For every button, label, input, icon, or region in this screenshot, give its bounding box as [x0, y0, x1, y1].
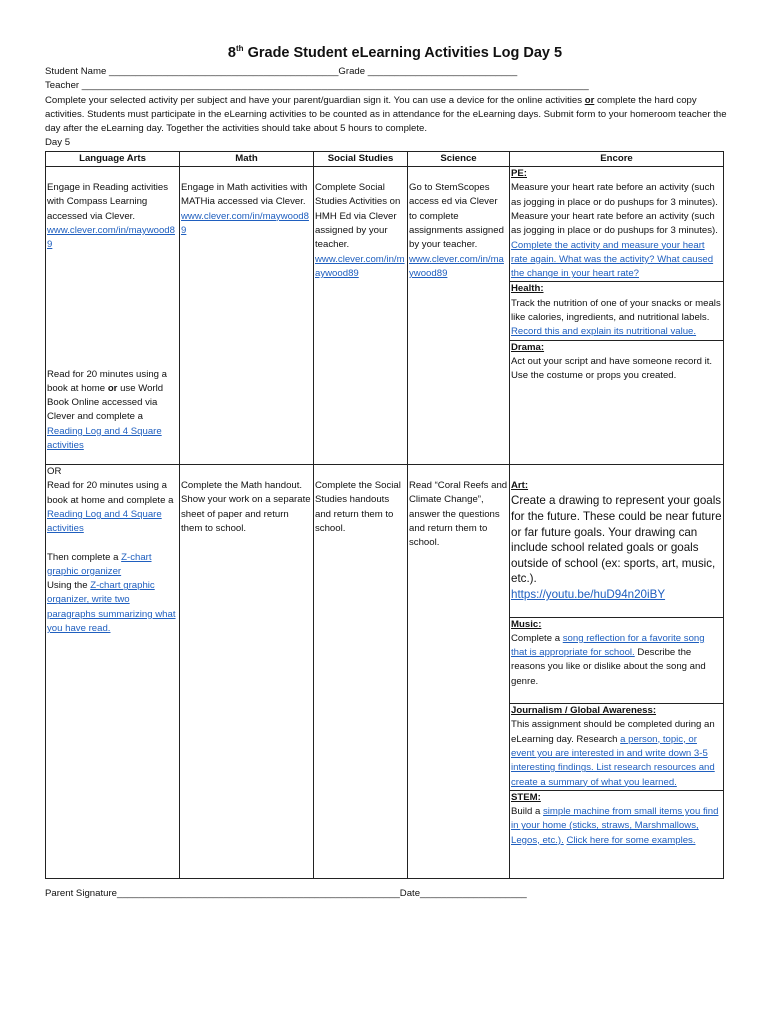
pe-text: Measure your heart rate before an activity (such as jogging in place or do pushups for 3 minutes). Measure your heart rate before an activity (such as jogging in place or do pushups for 3 minutes). Complete the activity and measure your heart rate again. What was the activity? What caused the change in your heart rate? [511, 182, 718, 280]
table-row-hardcopy [46, 465, 724, 879]
header-social-studies: Social Studies [314, 151, 408, 166]
art-text: Create a drawing to represent your goals for the future. These could be near future or far future goals. Your drawing can include school related goals or goals outside of school (ex: sports, art, music, etc.). [511, 494, 722, 586]
la-reading-log-link-2[interactable]: Reading Log and 4 Square activities [47, 508, 162, 535]
cell-ss-hardcopy [314, 465, 408, 879]
la-zchart-link-2[interactable]: Z-chart graphic organizer, write two paragraphs summarizing what you have read. [47, 580, 176, 635]
health-text: Track the nutrition of one of your snacks or meals like calories, ingredients, and nutritional labels. Record this and explain its nutritional value. [511, 297, 721, 338]
music-reflection-link[interactable]: song reflection for a favorite song that is appropriate for school. [511, 632, 705, 659]
cell-math-online [180, 167, 314, 465]
ss-clever-link[interactable]: www.clever.com/in/maywood89 [315, 253, 405, 279]
header-encore: Encore [510, 151, 724, 166]
journalism-label: Journalism / Global Awareness: [511, 705, 657, 717]
encore-journalism [509, 704, 724, 791]
pe-activity-link[interactable]: Complete the activity and measure your heart rate again. What was the activity? What caused the change in your heart rate? [511, 239, 714, 280]
encore-pe [509, 167, 724, 282]
sci-clever-link[interactable]: www.clever.com/in/maywood89 [409, 253, 504, 279]
cell-sci-online [408, 167, 510, 465]
health-label: Health: [511, 283, 544, 295]
health-record-link[interactable]: Record this and explain its nutritional value. [511, 326, 697, 338]
math-clever-link[interactable]: www.clever.com/in/maywood89 [181, 210, 309, 236]
header-language-arts: Language Arts [46, 151, 180, 166]
cell-math-hardcopy [180, 465, 314, 879]
cell-la-hardcopy [46, 465, 180, 879]
student-name-grade-line: Student Name ___________________________________________Grade ____________________________ [45, 66, 518, 77]
la-clever-text: Engage in Reading activities with Compass Learning accessed via Clever. [47, 182, 169, 222]
la-zchart-text: Then complete a Z-chart graphic organizer [47, 551, 152, 577]
cell-sci-hardcopy [408, 465, 510, 879]
music-label: Music: [511, 618, 542, 630]
journalism-research-link[interactable]: a person, topic, or event you are interested in and write down 3-5 interesting findings. List research resources and create a summary of what you learned. [511, 733, 715, 788]
cell-encore-hardcopy [510, 465, 724, 879]
la-hardcopy-text: Read for 20 minutes using a book at home and complete a Reading Log and 4 Square activities [47, 480, 174, 535]
sci-handout-text: Read “Coral Reefs and Climate Change”, answer the questions and return them to school. [409, 480, 508, 549]
ss-clever-text: Complete Social Studies Activities on HMH Ed via Clever assigned by your teacher. [315, 182, 401, 251]
table-row-online [46, 167, 724, 465]
math-handout-text: Complete the Math handout. Show your work on a separate sheet of paper and return them to school. [181, 480, 311, 534]
art-video-link[interactable]: https://youtu.be/huD94n20iBY [511, 587, 666, 601]
cell-ss-online [314, 167, 408, 465]
pe-label: PE: [511, 168, 527, 180]
parent-signature-line: Parent Signature_____________________________________________________Date____________________ [45, 888, 527, 899]
la-worldbook-text: Read for 20 minutes using a book at home or use World Book Online accessed via Clever and complete a Reading Log and 4 Square activities [47, 368, 167, 452]
document-page [45, 44, 725, 879]
music-text: Complete a song reflection for a favorite song that is appropriate for school. Describe the reasons you like or dislike about the song and genre. [511, 632, 706, 687]
cell-encore-online [510, 167, 724, 465]
la-reading-log-link-1[interactable]: Reading Log and 4 Square activities [47, 425, 162, 452]
day-label: Day 5 [45, 137, 71, 149]
encore-art [509, 465, 724, 617]
activities-table [45, 151, 724, 879]
journalism-text: This assignment should be completed during an eLearning day. Research a person, topic, or event you are interested in and write down 3-5 interesting findings. List research resources and create a summary of what you learned. [511, 719, 715, 788]
la-or-label: OR [47, 466, 62, 478]
header-math: Math [180, 151, 314, 166]
encore-drama [509, 341, 724, 384]
stem-text: Build a simple machine from small items you find in your home (sticks, straws, Marshmallows, Legos, etc.). Click here for some examples. [511, 806, 719, 846]
encore-health [509, 282, 724, 340]
drama-text: Act out your script and have someone record it. Use the costume or props you created. [511, 355, 713, 382]
header-science: Science [408, 151, 510, 166]
encore-music [509, 618, 724, 704]
encore-stem [509, 791, 724, 848]
la-zchart-link-1[interactable]: Z-chart graphic organizer [47, 551, 152, 577]
ss-handout-text: Complete the Social Studies handouts and return them to school. [315, 480, 401, 534]
la-summary-text: Using the Z-chart graphic organizer, write two paragraphs summarizing what you have read. [47, 580, 176, 635]
teacher-line: Teacher _______________________________________________________________________________________________ [45, 80, 589, 92]
drama-label: Drama: [511, 341, 545, 353]
art-label: Art: [511, 480, 529, 492]
sci-clever-text: Go to StemScopes access ed via Clever to complete assignments assigned by your teacher. [409, 182, 504, 251]
page-title: 8th Grade Student eLearning Activities Log Day 5 [227, 44, 563, 61]
instructions: Complete your selected activity per subject and have your parent/guardian sign it. You can use a device for the online activities or complete the hard copy activities. Students must participate in the eLearning activities to be counted as in attendance for the eLearning days. Submit form to your homeroom teacher the day after the eLearning day. Together the activities should take about 5 hours to complete. [45, 94, 727, 135]
cell-la-online [46, 167, 180, 465]
table-header-row [46, 151, 724, 166]
math-clever-text: Engage in Math activities with MATHia accessed via Clever. [181, 182, 308, 208]
stem-examples-link[interactable]: Click here for some examples. [566, 834, 696, 846]
la-clever-link[interactable]: www.clever.com/in/maywood89 [47, 224, 175, 251]
stem-label: STEM: [511, 791, 541, 803]
stem-machine-link[interactable]: simple machine from small items you find in your home (sticks, straws, Marshmallows, Legos, etc.). [511, 806, 719, 846]
